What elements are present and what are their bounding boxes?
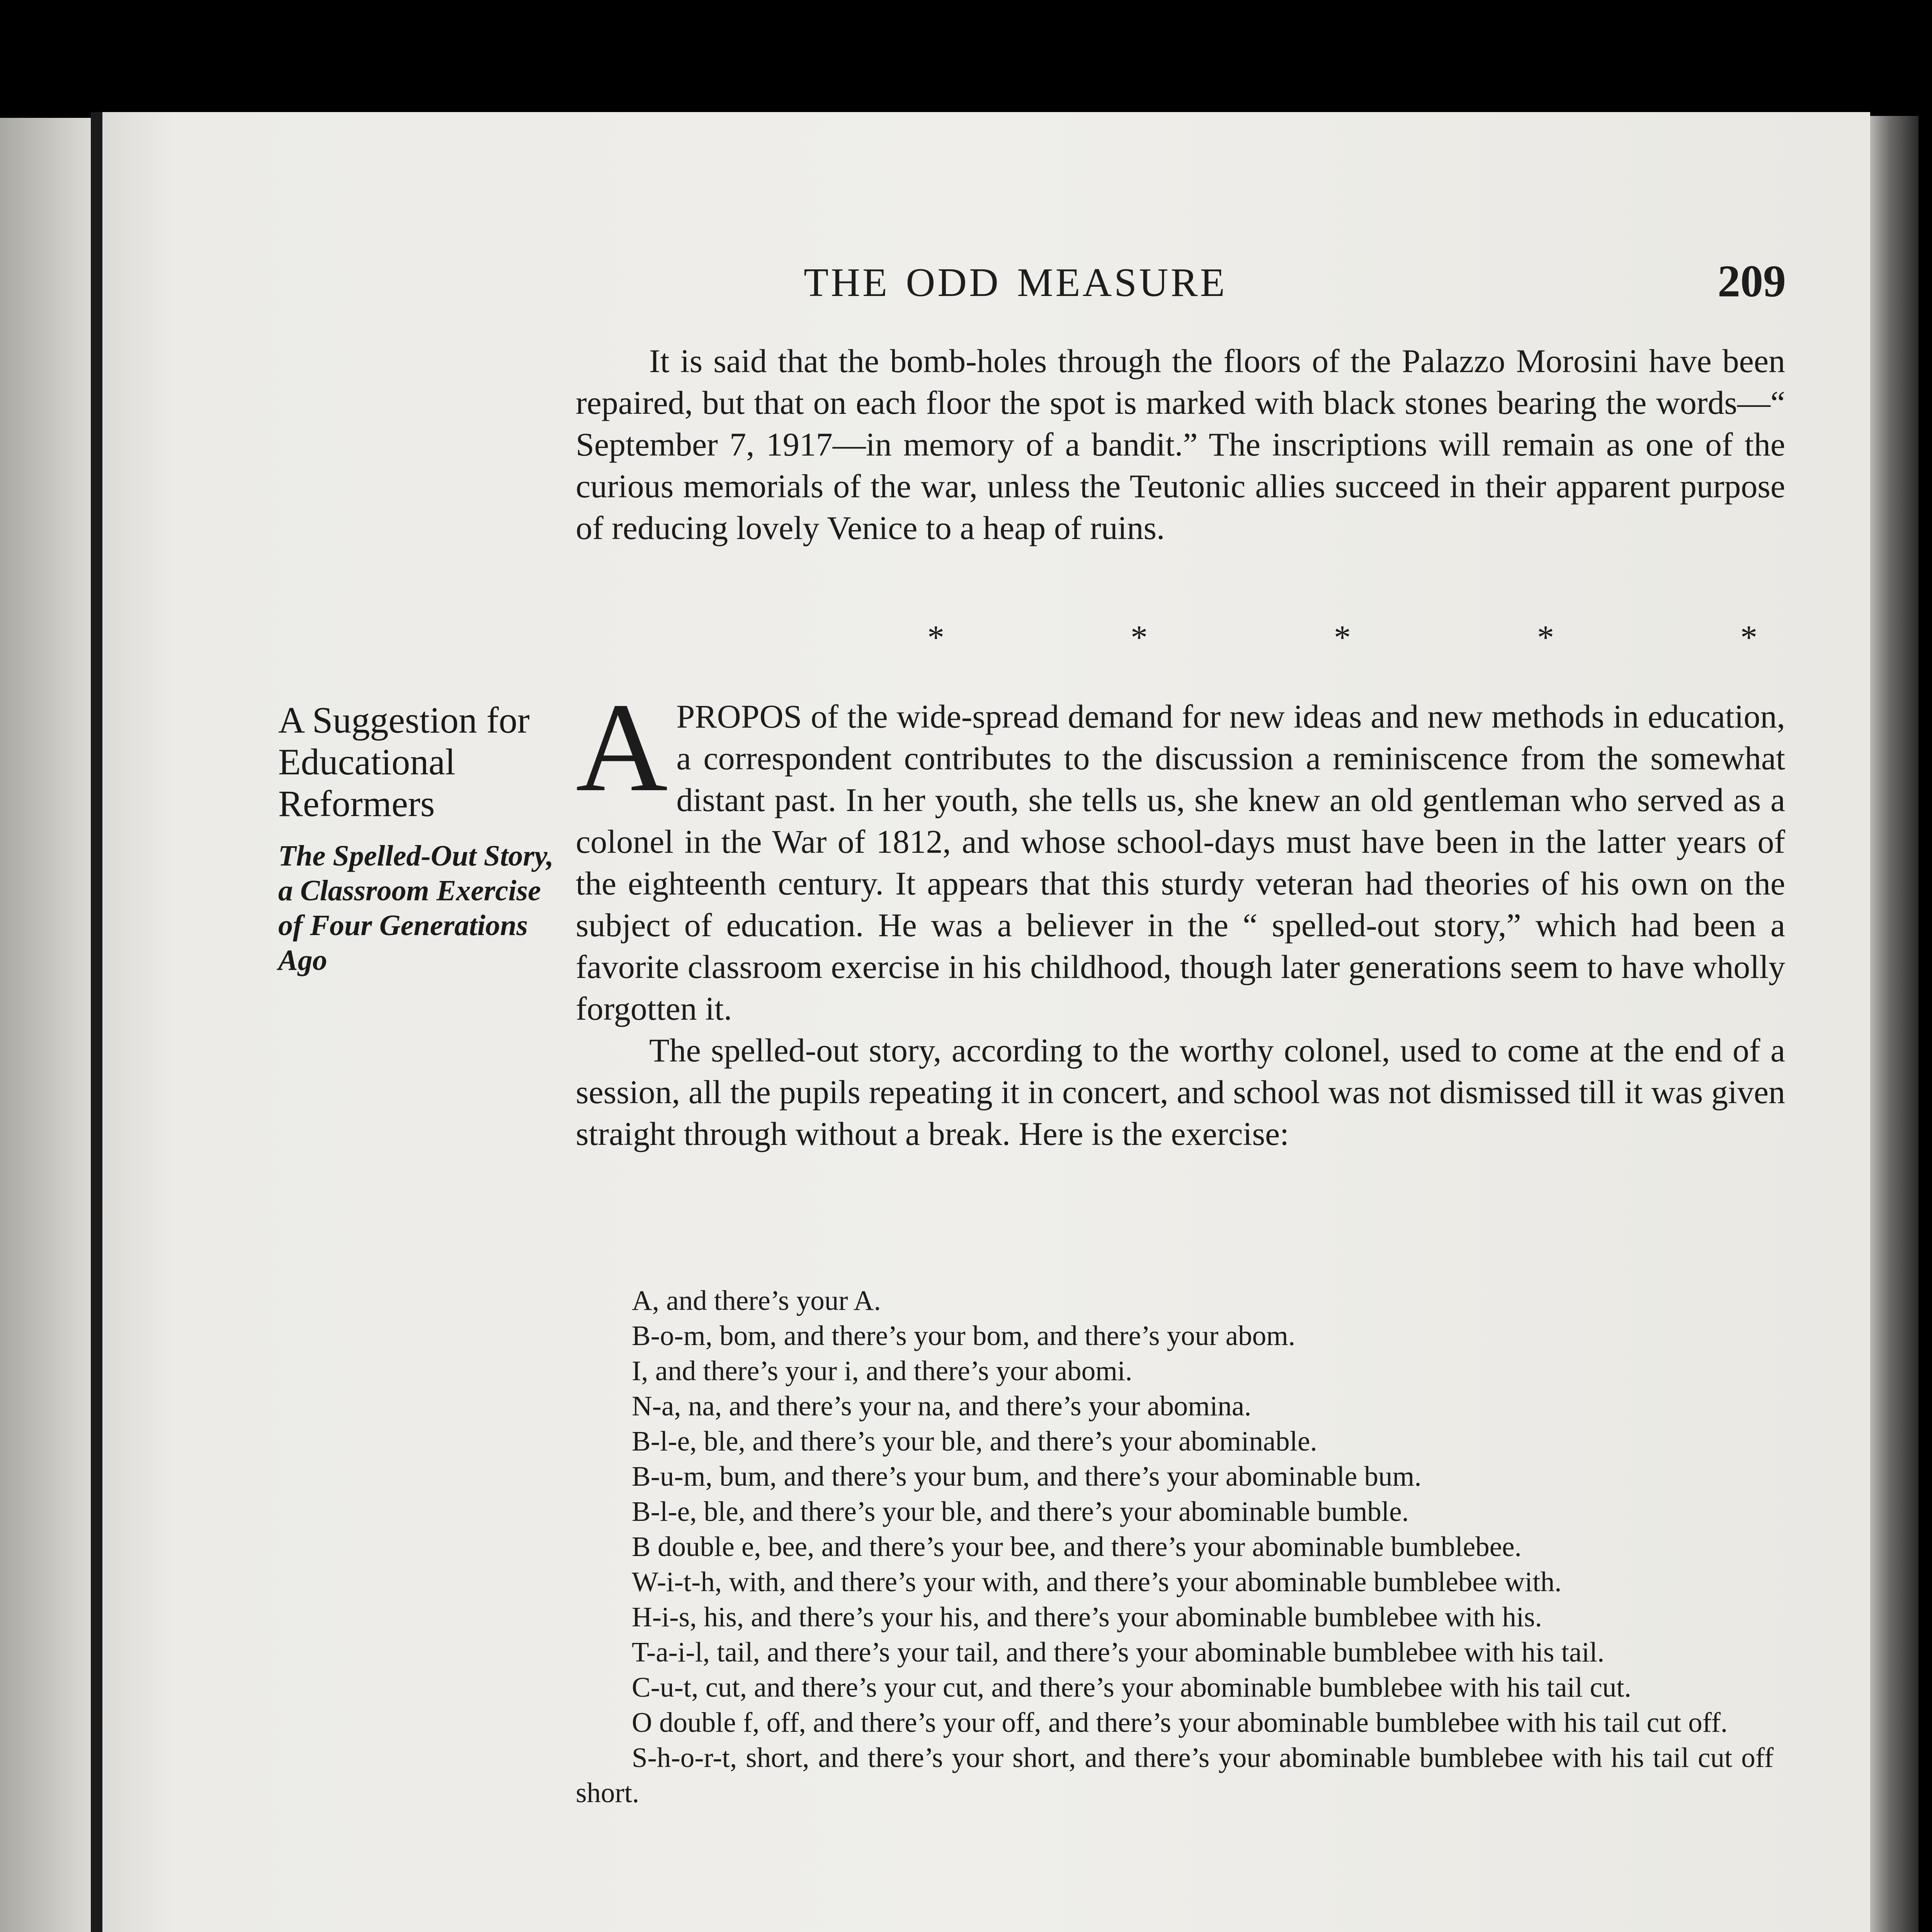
exercise-line: B-u-m, bum, and there’s your bum, and there’s your abominable bum.: [632, 1461, 1422, 1492]
paragraph-venice-text: It is said that the bomb-holes through the floors of the Palazzo Morosini have been repaired, but that on each floor the spot is marked with black stones bearing the words—“ September 7, 1917—in memory of a bandit.” The inscriptions will remain as one of the curious memorials of the war, unless the Teutonic allies succeed in their apparent purpose of reducing lovely Venice to a heap of ruins.: [576, 342, 1785, 546]
page-edge-shadow: [1870, 116, 1918, 1932]
paragraph-apropos-text: [576, 677, 1785, 1029]
facing-page-edge: [0, 118, 91, 1932]
exercise-line: B-o-m, bom, and there’s your bom, and there’s your abom.: [632, 1320, 1296, 1351]
paragraph-venice: [576, 340, 1785, 549]
apropos-body: PROPOS of the wide-spread demand for new ideas and new methods in education, a correspondent contributes to the discussion a reminiscence from the somewhat distant past. In her youth, she tells us, she knew an old gentleman who served as a colonel in the War of 1812, and whose school-days must have been in the latter years of the eighteenth century. It appears that this sturdy veteran had theories of his own on the subject of education. He was a believer in the “ spelled-out story,” which had been a favorite classroom exercise in his childhood, though later generations seem to have wholly forgotten it.: [576, 698, 1785, 1027]
spelled-out-exercise: [576, 1283, 1774, 1810]
exercise-line: C-u-t, cut, and there’s your cut, and there’s your abominable bumblebee with his tail cut.: [632, 1672, 1631, 1703]
paragraph-spelled-out: The spelled-out story, according to the worthy colonel, used to come at the end of a session, all the pupils repeating it in concert, and school was not dismissed till it was given straight through without a break. Here is the exercise:: [576, 1032, 1785, 1152]
exercise-line: W-i-t-h, with, and there’s your with, and there’s your abominable bumblebee with.: [632, 1566, 1562, 1597]
exercise-line: O double f, off, and there’s your off, and there’s your abominable bumblebee with his tail cut off.: [632, 1707, 1728, 1738]
exercise-line: A, and there’s your A.: [632, 1285, 881, 1316]
running-title: THE ODD MEASURE: [804, 260, 1227, 305]
exercise-line: H-i-s, his, and there’s your his, and there’s your abominable bumblebee with his.: [632, 1601, 1542, 1633]
drop-cap: A: [576, 677, 668, 818]
sidenote-heading: A Suggestion for Educational Reformers: [278, 699, 530, 824]
page-number: 209: [1718, 256, 1786, 306]
section-separator: * * * * *: [927, 619, 1846, 656]
exercise-line: B-l-e, ble, and there’s your ble, and there’s your abominable bumble.: [632, 1496, 1409, 1527]
exercise-line: T-a-i-l, tail, and there’s your tail, and there’s your abominable bumblebee with his tail.: [632, 1636, 1605, 1668]
paragraph-apropos: [576, 677, 1785, 1155]
book-gutter: [91, 112, 102, 1932]
exercise-line: B-l-e, ble, and there’s your ble, and there’s your abominable.: [632, 1425, 1317, 1457]
exercise-line: S-h-o-r-t, short, and there’s your short, and there’s your abominable bumblebee with his tail cut off short.: [576, 1742, 1774, 1808]
exercise-line: N-a, na, and there’s your na, and there’s your abomina.: [632, 1390, 1252, 1422]
sidenote-subheading: The Spelled-Out Story, a Classroom Exercise of Four Generations Ago: [278, 840, 554, 976]
exercise-line: B double e, bee, and there’s your bee, and there’s your abominable bumblebee.: [632, 1531, 1522, 1562]
exercise-line: I, and there’s your i, and there’s your abomi.: [632, 1355, 1133, 1386]
